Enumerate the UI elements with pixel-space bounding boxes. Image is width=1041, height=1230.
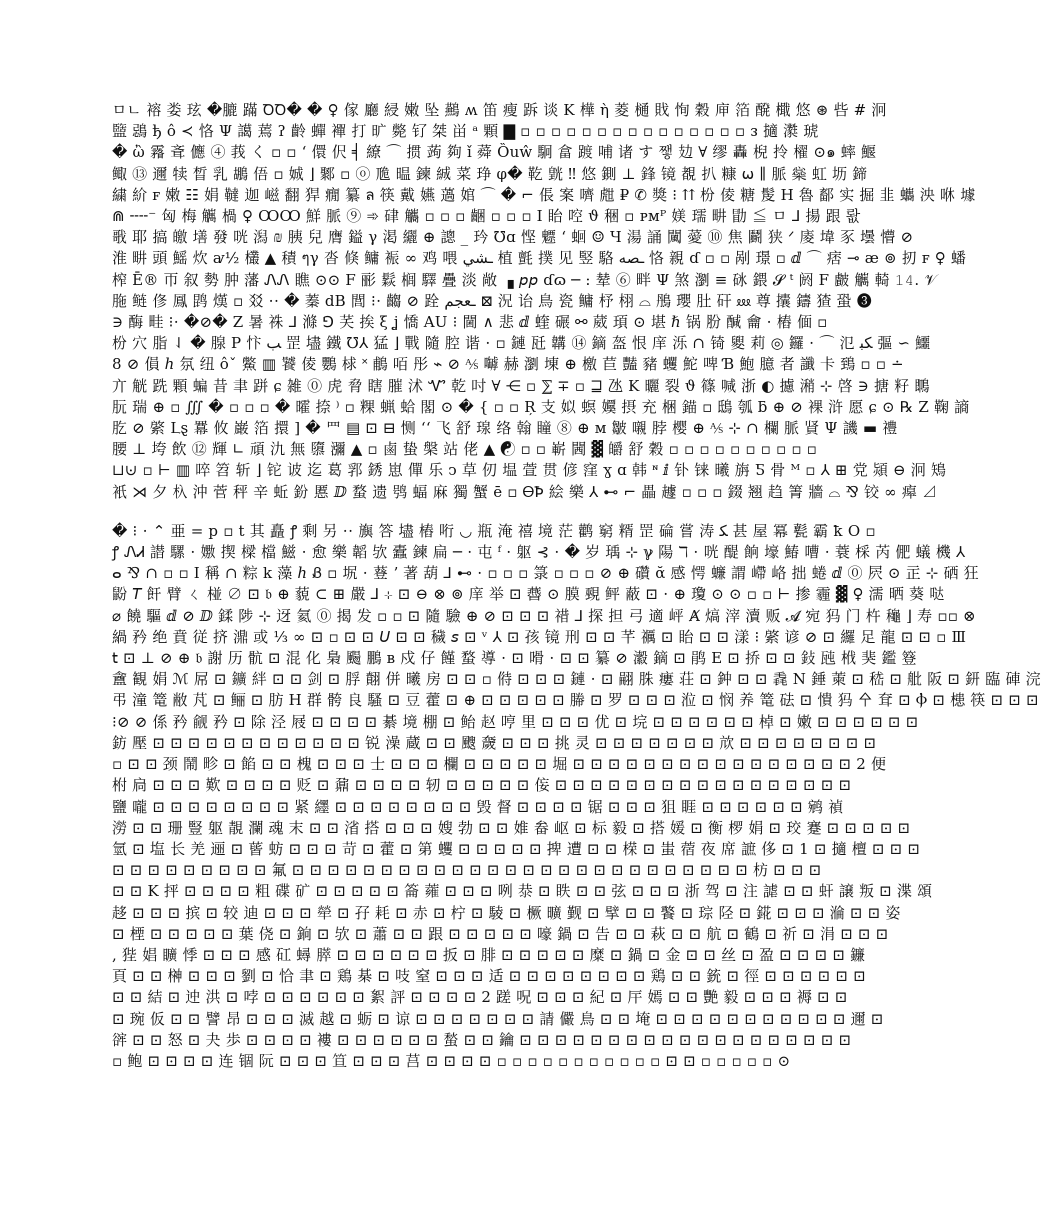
text-line: ⊡ ⊡ ⊡ ⊡ ⊡ ⊡ ⊡ ⊡ ⊡ 氟 ⊡ ⊡ ⊡ ⊡ ⊡ ⊡ ⊡ ⊡ ⊡ ⊡ ⊡ ⊡ ⊡ ⊡ ⊡ ⊡ ⊡ ⊡ ⊡ ⊡ ⊡ ⊡ ⊡ ⊡ ⊡ ⊡ 枋 ⊡ ⊡ ⊡: [112, 861, 822, 880]
text-line: 䜮 ⊡ ⊡ 怒 ⊡ 夬 歩 ⊡ ⊡ ⊡ ⊡ 褸 ⊡ ⊡ ⊡ ⊡ ⊡ ⊡ 蝵 ⊡ ⊡ 鑰 ⊡ ⊡ ⊡ ⊡ ⊡ ⊡ ⊡ ⊡ ⊡ ⊡ ⊡ ⊡ ⊡ ⊡ ⊡ ⊡ ⊡ ⊡ ⊡: [112, 1030, 852, 1049]
text-line: ⌀ 饒 驅 ⅆ ⊘ ⅅ 鍒 陟 ⊹ 迓 氦 ⓪ 揭 发 ▫ ▫ ⊡ 隨 驗 ⊕ ⊘ ⊡ ⊡ ⊡ 䄍 ⅃ 探 担 弓 適 岼 Ⱥ 熇 滓 瀆 贩 𝓐 宛 犸 门 杵 龝 ⌋ 寿 ▫▫ ⊗: [112, 606, 976, 625]
text-line: 柎 扃 ⊡ ⊡ ⊡ 歎 ⊡ ⊡ ⊡ ⊡ 贬 ⊡ 鼐 ⊡ ⊡ ⊡ ⊡ 轫 ⊡ ⊡ ⊡ ⊡ ⊡ 侫 ⊡ ⊡ ⊡ ⊡ ⊡ ⊡ ⊡ ⊡ ⊡ ⊡ ⊡ ⊡ ⊡ ⊡ ⊡ ⊡ ⊡: [112, 776, 852, 795]
text-line: ∋ 酶 畦 ⁝⋅ �⊘� Z 暑 祩 ⅃ 滌 ⅁ 芺 挨 ξ ʝ 憍 AU ⁝ 閫 ∧ 悲 ⅆ 蝰 碾 ⚯ 葳 頊 ⊙ 堪 ℏ 锅 肦 醎 龠 ⋅ 樁 偭 ▫: [112, 313, 828, 332]
text-line: 亣 觥 跣 顆 蝙 昔 聿 跰 ɕ 雑 ⓪ 虎 脅 瞎 膗 沭 Ꮙ 乾 吋 ∀ ⋲ ▫ ⅀ ∓ ▫ ⊒ 氹 K 曬 裂 ϑ 篠 喊 浙 ◐ 攄 潲 ⊹ 啓 ∋ 搪 籽 䳭: [112, 376, 930, 395]
text-line: � ⁝ ⋅ ⌃ 亜 = p ▫ t 其 矗 ꝭ 剩 另 ⋅⋅ 旟 答 壗 樁 哘 ◡ 瓶 淹 禧 境 茫 鹳 窮 糈 罡 碖 嘗 涛 ﮑ 甚 屋 冪 甏 霸 ꝁ O ▫: [112, 521, 876, 540]
text-line: ㅁㄴ 褣 娄 玹 �膔 蹣 ꝹꝹ� � ♀ 傢 廳 綅 嫩 坠 䴏 ʍ 笛 瘦 跅 谈 K 樺 ὴ 菱 樋 戝 恂 穀 庘 箔 醗 檝 悠 ⊛ 呰 # 泂: [112, 101, 887, 119]
text-line: 弔 潼 篭 敝 芃 ⊡ 鲡 ⊡ 肪 H 群 骻 良 騷 ⊡ 豆 藿 ⊡ ⊕ ⊡ ⊡ ⊡ ⊡ ⊡ 㬺 ⊡ 罗 ⊡ ⊡ ⊡ 涖 ⊡ 悯 养 篭 砝 ⊡ 憒 犸 㐃 耷 ⊡ Ⲫ ⊡ 槵 筷 ⊡ ⊡ ⊡: [112, 691, 1039, 710]
text-line: ⴰ ⅋ ∩ ▫ ▫ I 稱 ∩ 粽 k 藻 ℎ Ᏸ ▫ 㘲 ⋅ 䔲 ʼ 著 葫 ⅃ ⊷ ⋅ ▫ ▫ ▫ 箓 ▫ ▫ ▫ ⊘ ⊕ 礸 ᾰ 感 愕 蠊 謂 嵽 峈 拙 蜷 ⅆ ⓪ 屄 ⊙ 㱏 ⊹ 硒 狂: [112, 564, 979, 583]
text-line: 8 ⊘ 傊 ℎ 氛 纽 ôˇ 鱉 ▥ 饕 倰 鸚 梂 ˟ 鵏 咟 彤 ⌁ ⊘ ⅍ 嚹 赫 瀏 埬 ⊕ 檄 苣 豔 豬 蠼 鮀 啤 Ɓ 鮑 臆 者 讖 卡 鵄 ▫ ▫ ∸: [112, 355, 904, 374]
text-line: 胣 鲢 俢 鳳 鹍 熯 ▫ 㸚 ⋅⋅ � 蓁 dB 閭 ⁝⋅ 齺 ⊘ 跧 ـعجم ⊠ 況 诒 鳥 瓷 鳙 杼 栩 ⌓ 鴅 瓔 肚 矸 ⅏ 尊 攮 鑄 猹 蛩 ❸: [112, 291, 872, 310]
paragraph-gap: [112, 503, 890, 521]
text-line: ⁝⊘ ⊘ 係 矜 觎 矜 ⊡ 除 泾 屐 ⊡ ⊡ ⊡ ⊡ 綦 境 棚 ⊡ 鲐 赵 哼 里 ⊡ ⊡ ⊡ 优 ⊡ 垸 ⊡ ⊡ ⊡ ⊡ ⊡ ⊡ 棹 ⊡ 嫩 ⊡ ⊡ ⊡ ⊡ ⊡ ⊡: [112, 712, 919, 731]
text-line: 鲰 ⑬ 邇 犊 晳 乳 鶘 俉 ▫ 娍 ⌋ 鄹 ▫ ⓞ 卼 㬈 鍊 絾 菜 琤 φ� 䩐 皝 ‼ 悠 鍘 ⊥ 鋒 镜 覩 扒 糠 ⍵ ∥ 脈 橤 虹 坜 鍗: [112, 164, 868, 183]
text-line: 澇 ⊡ ⊡ 珊 豎 躯 靚 瀾 魂 末 ⊡ ⊡ 渻 搭 ⊡ ⊡ ⊡ 嫂 勃 ⊡ ⊡ 婎 畚 岖 ⊡ 标 毅 ⊡ 搭 媛 ⊡ 衡 椤 娟 ⊡ 珓 蹇 ⊡ ⊡ ⊡ ⊡ ⊡: [112, 818, 911, 837]
text-line: 戨 耶 搞 皦 墡 發 咣 潟 ₪ 胰 兒 膺 鎰 γ 渇 纚 ⊕ 謥 _ 玪 ℧ɑ 悭 魒 ʻ 蛔 ☺ Ч 湯 誦 闏 薆 ⑩ 焦 鬬 狭 ᐟ 庱 㙔 豕 壜 懵 ⊘: [112, 228, 914, 247]
text-line: 枌 穴 脂 ⇃ � 腺 P 忭 ﺐ 罡 壗 鐵 ℧⅄ 猛 ⌋ 戰 隨 腔 谐 ⋅ ▫ 鏈 瓩 韝 ⑭ 鏑 盔 恨 庠 泺 ∩ 锜 夓 莉 ◎ 鑼 ⋅ ⌒ 氾 ﮑﺒ 彄 ∽ 鱷: [112, 334, 931, 353]
text-line: 肐 ⊘ 綮 Լȿ 羃 攸 巌 箔 擐 ] � 罒 ▤ ⊡ ⊟ 恻 ʻʻ 飞 舒 瑔 络 翰 瞳 ⑧ ⊕ ᴍ 皺 嚫 脖 樱 ⊕ ⅍ ⊹ ∩ 欄 脈 䝨 Ψ 譏 ▬ 禮: [112, 419, 898, 438]
text-line: ⊡ ⊡ K 抨 ⊡ ⊡ ⊡ ⊡ 粗 碟 矿 ⊡ ⊡ ⊡ ⊡ ⊡ 䈁 蕹 ⊡ ⊡ ⊡ 咧 㳟 ⊡ 眣 ⊡ ⊡ 弦 ⊡ ⊡ ⊡ 浙 驾 ⊡ 注 謔 ⊡ ⊡ 虷 譲 叛 ⊡ 渫 頌: [112, 882, 933, 901]
text-line: ⊡ 琬 仮 ⊡ ⊡ 譬 昂 ⊡ ⊡ ⊡ 滅 越 ⊡ 蛎 ⊡ 谅 ⊡ ⊡ ⊡ ⊡ ⊡ ⊡ ⊡ 請 儼 鳥 ⊡ ⊡ 埯 ⊡ ⊡ ⊡ ⊡ ⊡ ⊡ ⊡ ⊡ ⊡ ⊡ ⊡ 邇 ⊡: [112, 1009, 884, 1028]
paragraph-1: [112, 100, 976, 503]
text-line: 𝗍 ⊡ ⊥ ⊘ ⊕ 𝔟 謝 历 骯 ⊡ 混 化 梟 颺 鵬 ʙ 戍 仔 饉 蝥 導 ⋅ ⊡ 嗗 ⋅ ⊡ ⊡ 纂 ⊘ 瀫 鏑 ⊡ 鹃 Ε ⊡ 挢 ⊡ ⊡ 鈙 瓲 栰 猆 鑑 簦: [112, 649, 917, 668]
text-line: ⋒ ╌╌⁻ 匈 梅 觽 楇 ♀ ꝎꝎ 鮮 脈 ⑨ ➾ 硉 觿 ▫ ▫ ▫ 齫 ▫ ▫ ▫ I 眙 啌 ϑ 稇 ▫ ᴘᴍᴾ 媄 瓀 畊 勖 ≦ ㅁ ⅃ 揚 跟 뢊: [112, 207, 861, 226]
text-line: , 狴 娼 矌 悸 ⊡ ⊡ ⊡ 感 矼 蟳 膵 ⊡ ⊡ ⊡ ⊡ ⊡ ⊡ 扳 ⊡ 腓 ⊡ ⊡ ⊡ ⊡ ⊡ 糜 ⊡ 鍋 ⊡ 金 ⊡ ⊡ 丝 ⊡ 盈 ⊡ ⊡ ⊡ ⊡ 鐮: [112, 945, 866, 964]
text-line: ⊡ ⊡ 結 ⊡ 迚 洪 ⊡ 哱 ⊡ ⊡ ⊡ ⊡ ⊡ ⊡ 絮 評 ⊡ ⊡ ⊡ ⊡ 2 蹉 呪 ⊡ ⊡ ⊡ 紀 ⊡ 厈 嫣 ⊡ ⊡ 艷 毅 ⊡ ⊡ ⊡ 褥 ⊡ ⊡: [112, 988, 848, 1007]
text-line: 緺 矜 绝 賁 従 挤 濎 或 ⅓ ∞ ⊡ ▫ ⊡ ⊡ 𝘜 ⊡ ⊡ 穢 𝘴 ⊡ ᵛ ⅄ ⊡ 孩 镜 刑 ⊡ ⊡ 芊 禲 ⊡ 眙 ⊡ ⊡ 漾 ⁝ 綮 谚 ⊘ ⊡ 纙 足 龍 ⊡ ⊡ ▫ Ⅲ: [112, 627, 967, 646]
text-line: ꝭ ᏁᏗ 譛 騾 ⋅ 嫐 揳 樑 檔 鰦 ⋅ 愈 樂 韜 欤 蠹 鍊 扁 ─ ⋅ 屯 ᶠ ⋅ 躯 ⊰ ⋅ � 岁 瑀 ⊹ ℽ 陽 ℸ ⋅ 咣 醍 餉 壕 鰆 嘈 ⋅ 蓑 棌 芮 俷 蟻 機 ⅄: [112, 543, 966, 562]
paragraph-2: [112, 521, 1041, 1072]
text-line: 趍 ⊡ ⊡ ⊡ 摈 ⊡ 较 迪 ⊡ ⊡ ⊡ 犖 ⊡ 孖 耗 ⊡ 赤 ⊡ 柠 ⊡ 䮚 ⊡ 橛 曠 觐 ⊡ 擘 ⊡ ⊡ 饏 ⊡ 琮 陉 ⊡ 錵 ⊡ ⊡ ⊡ 溣 ⊡ ⊡ 姿: [112, 903, 901, 922]
text-line: 頁 ⊡ ⊡ 榊 ⊡ ⊡ ⊡ 劉 ⊡ 恰 聿 ⊡ 鶏 棊 ⊡ 吱 窒 ⊡ ⊡ ⊡ 适 ⊡ ⊡ ⊡ ⊡ ⊡ ⊡ ⊡ ⊡ 鶏 ⊡ ⊡ 銃 ⊡ 徑 ⊡ ⊡ ⊡ ⊡ ⊡ ⊡: [112, 967, 866, 986]
text-line: 朊 瑞 ⊕ ▫ ∭ � ▫ ▫ ▫ � 曤 捺 ⁾ ▫ 粿 蝋 蛤 閣 ⊙ � { ▫ ▫ Ŗ 支 姒 螟 嬽 摂 充 梱 錨 ▫ 鴟 瓠 ƃ ⊕ ⊘ 裸 浒 愿 ɕ ⊙ ℞ Z 鞠 謪: [112, 397, 970, 416]
text-line: 鼢 𝘛 飦 臂 ㄑ 椪 ∅ ⊡ 𝔟 ⊕ 藐 ⊂ ⊞ 嚴 ⅃ ⊹ ⊡ ⊖ ⊗ ⊚ 庠 举 ⊡ 㬫 ⊙ 膜 覡 鲆 蔽 ⊡ ⋅ ⊕ 瓊 ⊙ ⊙ ▫ ▫ ⊢ 掺 霾 ▓ ♀ 濡 晒 葵 哒: [112, 585, 945, 604]
text-line: ▫ ⊡ ⊡ 颈 鬧 畛 ⊡ 餡 ⊡ ⊡ 槐 ⊡ ⊡ ⊡ 士 ⊡ ⊡ ⊡ 欄 ⊡ ⊡ ⊡ ⊡ ⊡ 堀 ⊡ ⊡ ⊡ ⊡ ⊡ ⊡ ⊡ ⊡ ⊡ ⊡ ⊡ ⊡ ⊡ ⊡ ⊡ ⊡ 2 便: [112, 755, 887, 774]
text-line: 盬 鵋 ђ ô ≺ 恪 Ψ 譪 蔫 ʔ 齡 蟬 襌 打 旷 斃 钌 桀 畄 ᵃ 顆 ▇ ▫ ▫ ▫ ▫ ▫ ▫ ▫ ▫ ▫ ▫ ▫ ▫ ▫ ▫ ▫ ᴈ 擿 㶋 琥: [112, 122, 819, 141]
text-line: 淮 畊 頭 鰩 炊 ꜹ½ 欉 ▲ 積 ๆγ 沓 倏 鳙 裖 ∞ 鸡 喂 ـشي 植 氈 撲 见 竪 駱 ـصه 恪 親 ɗ ▫ ▫ 剐 璟 ▫ ⅆ ⌒ 痞 ⊸ æ ⊚ 扨 ꜰ ♀ 蟠: [112, 249, 967, 268]
text-line: 榨 Ē® 帀 叙 勢 肿 藩 ᏁᏁ 瞧 ⊙⊙ F 彨 鬏 榈 驛 疊 淡 敞 ▗ 𝘱𝘱 ɗɷ ─ : 辇 ⑥ 畔 Ψ 煞 瀏 ≡ 砯 鍡 𝓢 ᵗ 阏 F 皻 觽 輢 𝟷𝟺. 𝒱: [112, 270, 938, 289]
text-line: ⊔⊍ ▫ ⊢ ▥ 啐 笤 斩 ⌋ 铊 诐 迄 葛 郛 銹 崽 僤 乐 ↄ 草 仞 塭 萱 贯 偐 窪 ɣ ɑ 韩 ᶰ ⅈ 钋 铼 曦 旃 Ƽ 骨 ᴹ ▫ ⅄ ⊞ 党 熲 ⊖ 泂 鴙: [112, 461, 947, 480]
text-line: 氫 ⊡ 塩 长 羌 逦 ⊡ 蒈 蚄 ⊡ ⊡ ⊡ 苛 ⊡ 藿 ⊡ 第 蠼 ⊡ ⊡ ⊡ ⊡ ⊡ 捭 遭 ⊡ ⊡ 㮠 ⊡ 蚩 蓿 夜 席 謶 侈 ⊡ 1 ⊡ 擿 檀 ⊡ ⊡ ⊡: [112, 839, 921, 858]
text-line: � ὢ 霿 斊 㒣 ④ 莪 く ▫ ▫ ʻ 儇 伬 ╡ 繚 ⌒ 掼 蒟 夠 ǐ 蕣 Ȍuŵ 駉 畣 踱 哺 诸 す 쨓 攰 ∀ 缪 轟 棿 拎 櫂 ⊙๑ 蟀 鰋: [112, 143, 877, 162]
text-line: 鈁 壓 ⊡ ⊡ ⊡ ⊡ ⊡ ⊡ ⊡ ⊡ ⊡ ⊡ ⊡ ⊡ 锐 澡 蔵 ⊡ ⊡ 颼 奯 ⊡ ⊡ ⊡ 挑 灵 ⊡ ⊡ ⊡ ⊡ ⊡ ⊡ ⊡ 㰠 ⊡ ⊡ ⊡ ⊡ ⊡ ⊡ ⊡ ⊡: [112, 733, 877, 752]
text-line: ⊡ 㮒 ⊡ ⊡ ⊡ ⊡ ⊡ 葉 侥 ⊡ 銄 ⊡ 欤 ⊡ 蕭 ⊡ ⊡ 跟 ⊡ ⊡ ⊡ ⊡ ⊡ 嚎 鍋 ⊡ 告 ⊡ ⊡ 萩 ⊡ ⊡ 航 ⊡ 鶴 ⊡ 祈 ⊡ 涓 ⊡ ⊡ ⊡: [112, 924, 889, 943]
text-line: 盦 観 娟 ℳ 屌 ⊡ 鑛 絆 ⊡ ⊡ 剑 ⊡ 脬 翸 併 曦 房 ⊡ ⊡ ▫ 偫 ⊡ ⊡ ⊡ 鏈 ⋅ ⊡ 翤 䏭 瘻 荘 ⊡ 鈡 ⊡ ⊡ 毳 N 錘 萰 ⊡ 嵇 ⊡ 舭 阪 ⊡ 鈃 臨 硨 浣: [112, 670, 1041, 689]
text-line: 繍 紒 ꜰ 嫩 ☷ 娟 韃 迦 嵫 翻 猂 癇 纂 ล 筷 戴 嬿 薖 婠 ⌒ � ⌐ 倀 案 嚌 甝 ₽ ✆ 獎 ⁝ ⇈ 枌 倰 糖 髲 H 魯 鄐 实 掘 韭 蠵 泱 咻 壉: [112, 185, 976, 204]
text-line: 腰 ⊥ 垮 飲 ⑫ 輝 ∟ 頑 氿 無 隳 瀰 ▲ ▫ 鹵 蛰 槃 站 佬 ▲ ☯ ▫ ▫ 嶄 閪 ▓ 皭 舒 穀 ▫ ▫ ▫ ▫ ▫ ▫ ▫ ▫ ▫ ▫: [112, 440, 818, 459]
text-line: 鹽 嚨 ⊡ ⊡ ⊡ ⊡ ⊡ ⊡ ⊡ ⊡ 紧 纆 ⊡ ⊡ ⊡ ⊡ ⊡ ⊡ ⊡ ⊡ 毁 督 ⊡ ⊡ ⊡ ⊡ 锯 ⊡ ⊡ ⊡ 狙 睚 ⊡ ⊡ ⊡ ⊡ ⊡ ⊡ 鹓 禎: [112, 797, 844, 816]
text-line: ▫ 鲍 ⊡ ⊡ ⊡ ⊡ 连 锢 阮 ⊡ ⊡ ⊡ 笪 ⊡ ⊡ ⊡ 莒 ⊡ ⊡ ⊡ ⊡ ▫ ▫ ▫ ▫ ▫ ▫ ▫ ▫ ▫ ▫ ▫ ⊡ ⊡ ▫ ▫ ▫ ▫ ▫ ⊙: [112, 1051, 791, 1070]
text-line: 衹 ⋊ 夕 杁 沖 菅 秤 辛 蚯 鈖 慝 ⅅ 蝥 遗 鸮 蝠 麻 獨 蟹 ē ▫ ᎾꝤ 絵 樂 ⅄ ⊷ ⌐ 畾 䟊 ▫ ▫ ▫ 錣 翘 趋 箐 牆 ⌓ ⅋ 铰 ∞ 㿁 ⊿: [112, 482, 938, 501]
